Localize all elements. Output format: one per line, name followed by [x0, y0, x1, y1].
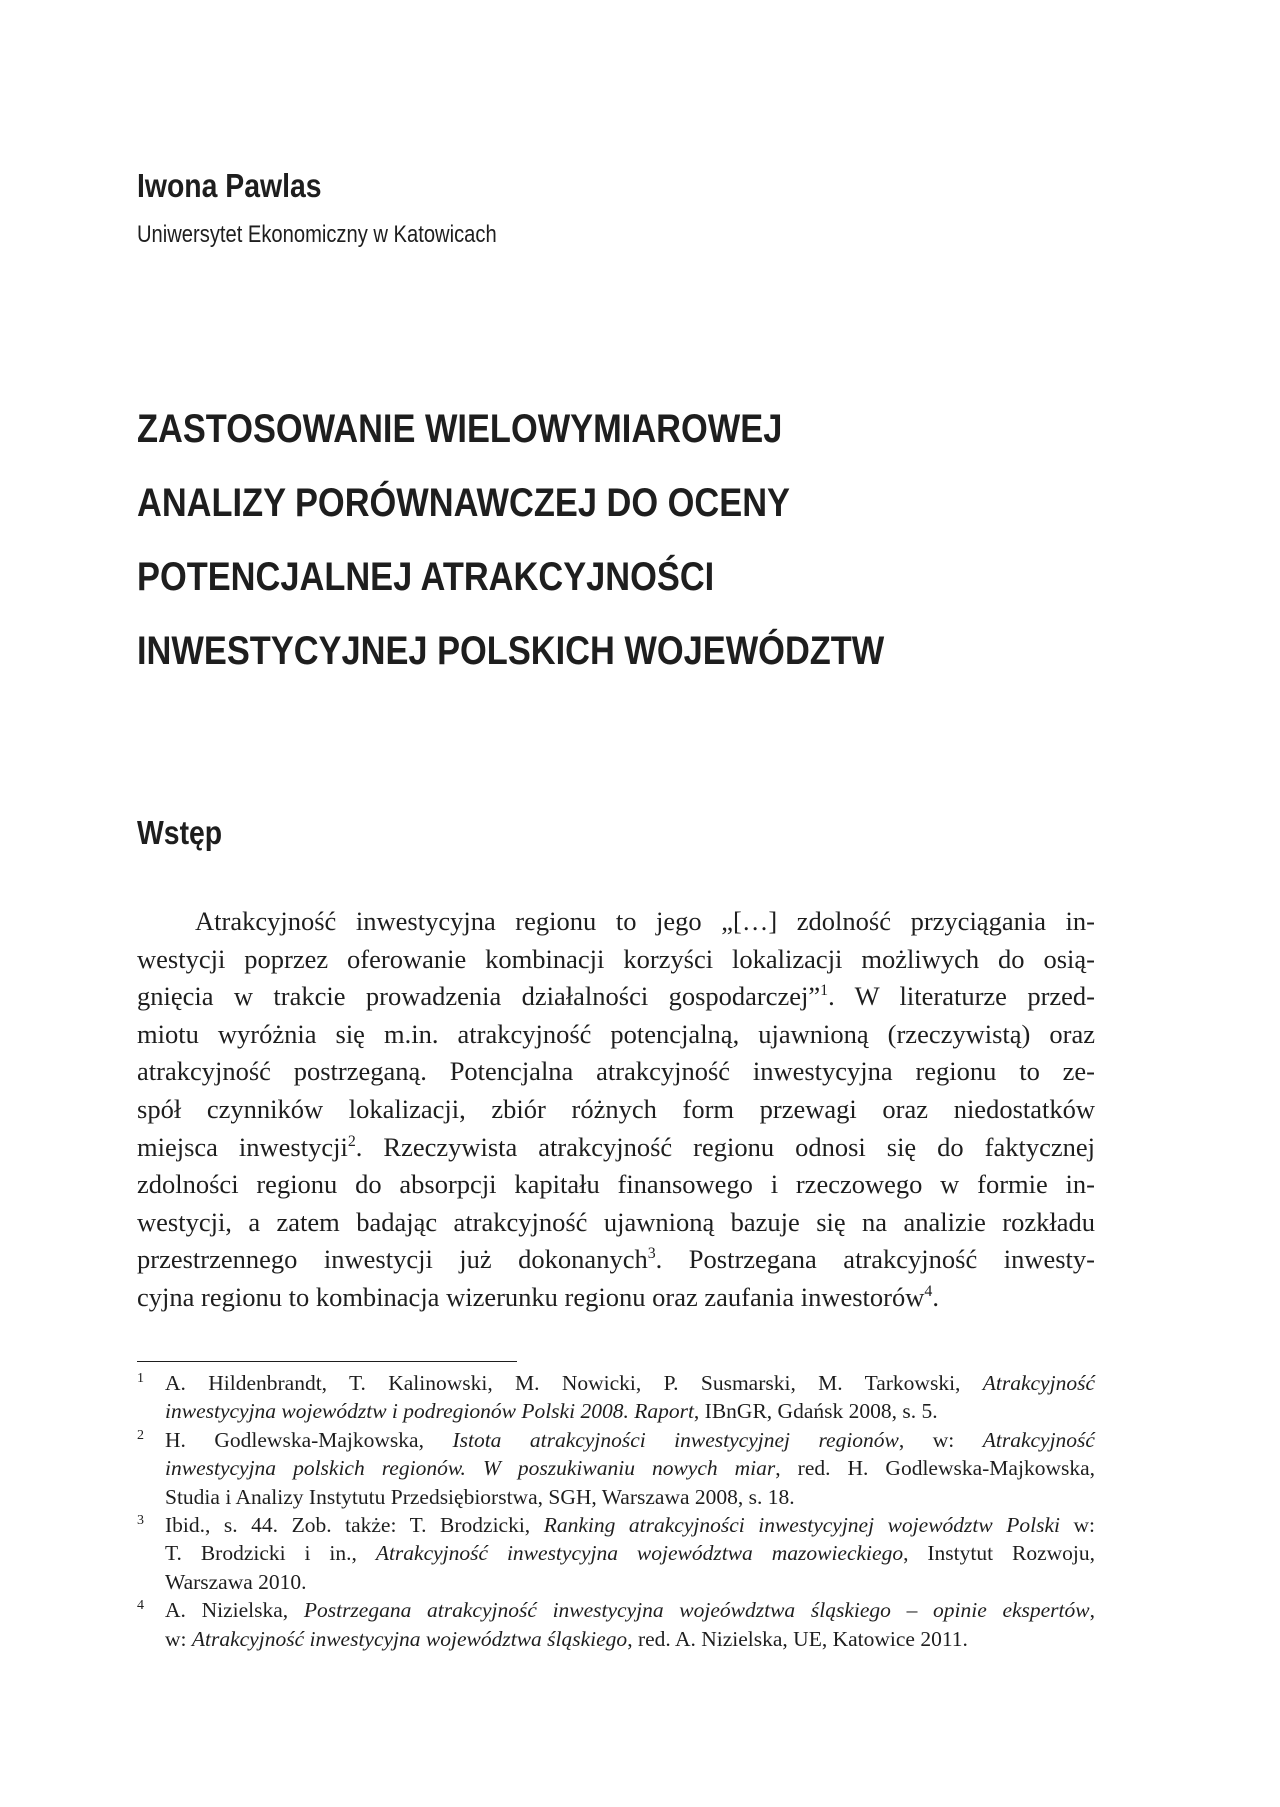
- citation-title: Istota atrakcyjności inwestycyjnej regionów: [452, 1427, 899, 1452]
- text-run: Atrakcyjność inwestycyjna regionu to jego „[…] zdolność przyciągania in-: [195, 906, 1095, 936]
- paragraph-line: [137, 1279, 1095, 1317]
- footnote-item: [137, 1511, 1095, 1596]
- text-run: . Postrzegana atrakcyjność inwesty-: [655, 1244, 1095, 1275]
- paragraph-line: [137, 1241, 1095, 1279]
- citation-title: Atrakcyjność: [982, 1371, 1095, 1395]
- citation-title: Atrakcyjność inwestycyjna województwa mazowieckiego: [375, 1541, 904, 1566]
- citation-title: Ranking atrakcyjności inwestycyjnej województw Polski: [543, 1512, 1060, 1537]
- text-run: . Rzeczywista atrakcyjność regionu odnosi się do faktycznej: [355, 1131, 1095, 1162]
- footnote-line: [165, 1454, 1095, 1482]
- text-run: .: [932, 1281, 939, 1312]
- paragraph-line: [137, 1129, 1095, 1167]
- citation-text: w:: [165, 1626, 192, 1651]
- citation-text: A. Hildenbrandt, T. Kalinowski, M. Nowicki, P. Susmarski, M. Tarkowski,: [165, 1371, 983, 1395]
- footnotes: [137, 1369, 1095, 1653]
- footnote-item: [137, 1369, 1095, 1426]
- article-title: [137, 392, 884, 688]
- text-run: cyjna regionu to kombinacja wizerunku regionu oraz zaufania inwestorów: [137, 1281, 925, 1312]
- text-run: westycji poprzez oferowanie kombinacji korzyści lokalizacji możliwych do osią-: [137, 943, 1095, 974]
- text-run: westycji, a zatem badając atrakcyjność ujawnioną bazuje się na analizie rozkładu: [137, 1206, 1095, 1237]
- citation-text: T. Brodzicki i in.,: [165, 1541, 376, 1566]
- citation-text: , red. H. Godlewska-Majkowska,: [775, 1456, 1095, 1481]
- text-run: przestrzennego inwestycji już dokonanych: [137, 1244, 648, 1275]
- paragraph-line: [137, 941, 1095, 979]
- text-run: miotu wyróżnia się m.in. atrakcyjność potencjalną, ujawnioną (rzeczywistą) oraz: [137, 1018, 1095, 1049]
- footnote-ref: 2: [347, 1132, 356, 1150]
- footnote-line: [165, 1511, 1095, 1539]
- footnote-number: 1: [137, 1371, 144, 1386]
- footnote-number: 2: [137, 1427, 144, 1443]
- paragraph-line: [137, 1166, 1095, 1204]
- title-line: POTENCJALNEJ ATRAKCYJNOŚCI: [137, 555, 715, 599]
- citation-text: , red. A. Nizielska, UE, Katowice 2011.: [627, 1626, 968, 1651]
- citation-title: Postrzegana atrakcyjność inwestycyjna wojeówdztwa śląskiego – opinie ekspertów: [303, 1598, 1090, 1623]
- paragraph-line: [137, 903, 1095, 941]
- citation-text: Ibid., s. 44. Zob. także: T. Brodzicki,: [165, 1512, 544, 1537]
- footnote-ref: 1: [820, 982, 829, 1000]
- text-run: spół czynników lokalizacji, zbiór różnych form przewagi oraz niedostatków: [137, 1093, 1095, 1124]
- text-run: miejsca inwestycji: [137, 1131, 348, 1162]
- citation-text: A. Nizielska,: [165, 1598, 304, 1623]
- citation-text: Studia i Analizy Instytutu Przedsiębiorstwa, SGH, Warszawa 2008, s. 18.: [165, 1484, 795, 1509]
- footnote-item: [137, 1596, 1095, 1653]
- paragraph-line: [137, 1016, 1095, 1054]
- citation-text: , IBnGR, Gdańsk 2008, s. 5.: [693, 1399, 938, 1424]
- footnote-item: [137, 1426, 1095, 1511]
- footnote-number: 4: [137, 1598, 144, 1614]
- citation-text: Warszawa 2010.: [165, 1569, 307, 1594]
- paragraph-line: [137, 978, 1095, 1016]
- paragraph-line: [137, 1053, 1095, 1091]
- text-run: . W literaturze przed-: [828, 981, 1095, 1012]
- footnote-number: 3: [137, 1512, 144, 1528]
- footnote-line: [165, 1539, 1095, 1567]
- footnote-line: [165, 1426, 1095, 1454]
- footnote-line: [165, 1568, 1095, 1596]
- author-name: Iwona Pawlas: [137, 167, 322, 204]
- title-line: ZASTOSOWANIE WIELOWYMIAROWEJ: [137, 407, 783, 451]
- citation-text: ,: [1089, 1598, 1095, 1623]
- paragraph-line: [137, 1204, 1095, 1242]
- citation-title: inwestycyjna województw i podregionów Polski 2008. Raport: [165, 1399, 694, 1424]
- footnote-line: [165, 1483, 1095, 1511]
- paragraph-line: [137, 1091, 1095, 1129]
- citation-title: Atrakcyjność inwestycyjna województwa śląskiego: [191, 1626, 628, 1651]
- footnote-divider: [137, 1361, 517, 1362]
- citation-title: inwestycyjna polskich regionów. W poszukiwaniu nowych miar: [165, 1456, 776, 1481]
- citation-text: H. Godlewska-Majkowska,: [165, 1427, 453, 1452]
- body-paragraph: [137, 903, 1095, 1317]
- footnote-line: [165, 1625, 1095, 1653]
- title-line: INWESTYCYJNEJ POLSKICH WOJEWÓDZTW: [137, 629, 885, 673]
- footnote-line: [165, 1397, 1095, 1425]
- text-run: atrakcyjność postrzeganą. Potencjalna atrakcyjność inwestycyjna regionu to ze-: [137, 1056, 1095, 1087]
- citation-title: Atrakcyjność: [982, 1427, 1095, 1452]
- footnote-line: [165, 1369, 1095, 1397]
- citation-text: w:: [1059, 1512, 1096, 1537]
- section-heading: Wstęp: [137, 814, 223, 851]
- citation-text: , w:: [898, 1427, 983, 1452]
- author-affiliation: Uniwersytet Ekonomiczny w Katowicach: [137, 221, 497, 248]
- footnote-ref: 3: [647, 1245, 656, 1263]
- footnote-line: [165, 1596, 1095, 1624]
- title-line: ANALIZY PORÓWNAWCZEJ DO OCENY: [137, 481, 790, 525]
- footnote-ref: 4: [924, 1283, 933, 1301]
- citation-text: , Instytut Rozwoju,: [903, 1541, 1095, 1566]
- text-run: gnięcia w trakcie prowadzenia działalności gospodarczej”: [137, 981, 821, 1012]
- text-run: zdolności regionu do absorpcji kapitału finansowego i rzeczowego w formie in-: [137, 1169, 1095, 1200]
